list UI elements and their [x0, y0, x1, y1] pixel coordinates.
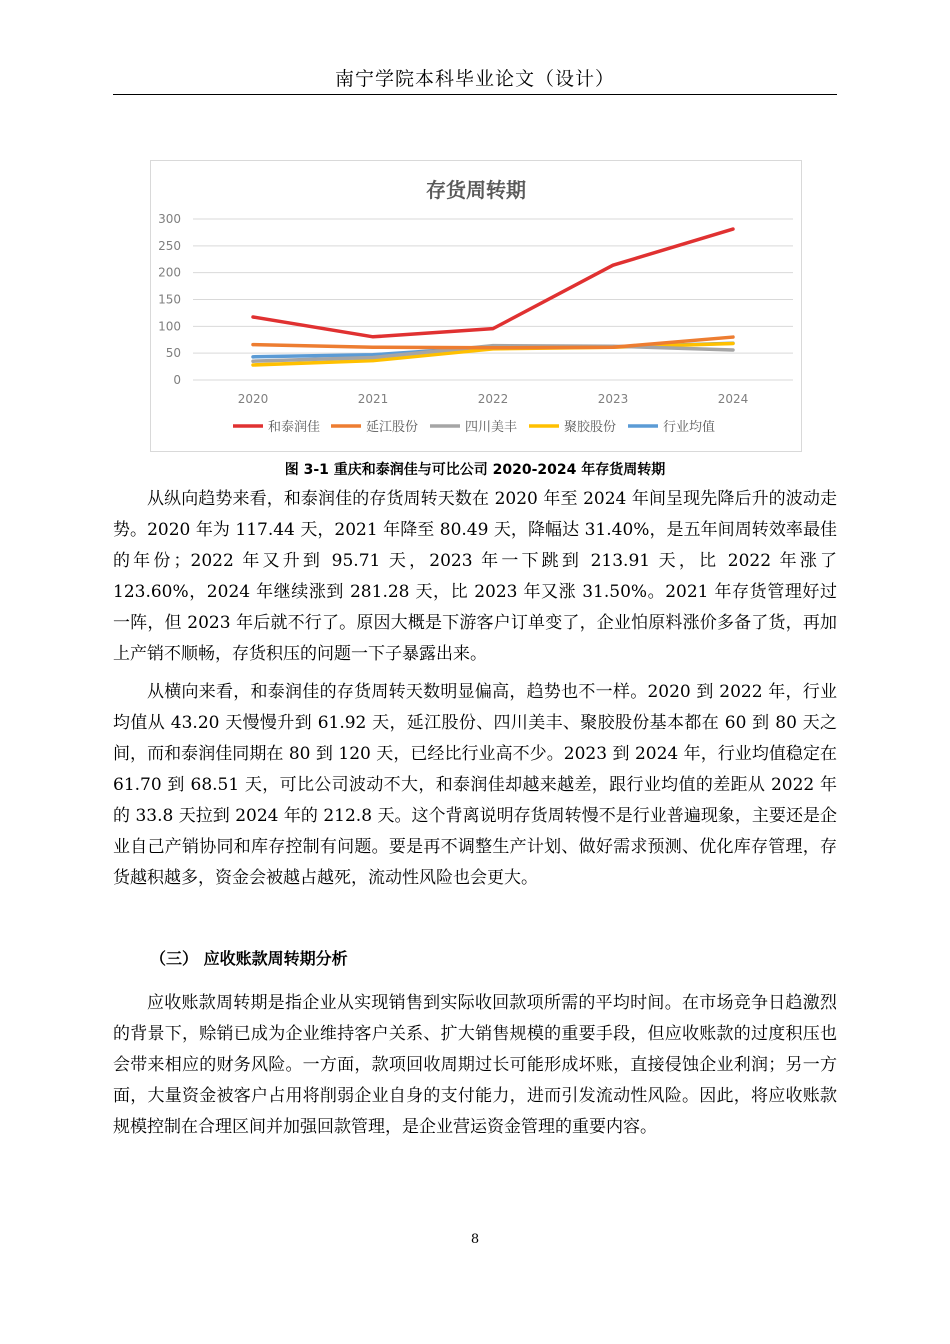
data-point — [612, 264, 615, 267]
paragraph-horizontal-comparison: 从横向来看，和泰润佳的存货周转天数明显偏高，趋势也不一样。2020 到 2022 年，行业均值从 43.20 天慢慢升到 61.92 天，延江股份、四川美丰、聚胶股份基本都在 60 到 80 天之间，而和泰润佳同期在 80 到 120 天，已经比行业高不少。2023 到 2024 年，行业均值稳定在 61.70 到 68.51 天，可比公司波动不大，和泰润佳却越来越差，跟行业均值的差距从 2022 年的 33.8 天拉到 2024 年的 212.8 天。这个背离说明存货周转慢不是行业普遍现象，主要还是企业自己产销协同和库存控制有问题。要是再不调整生产计划、做好需求预测、优化库存管理，存货越积越多，资金会被越占越死，流动性风险也会更大。 — [113, 682, 837, 888]
x-tick-label: 2022 — [477, 392, 509, 406]
x-tick-label: 2021 — [357, 392, 389, 406]
section-heading: （三） 应收账款周转期分析 — [150, 949, 348, 968]
header-rule — [113, 94, 837, 95]
figure-caption: 图 3-1 重庆和泰润佳与可比公司 2020-2024 年存货周转期 — [284, 462, 666, 478]
legend-label: 延江股份 — [366, 420, 419, 435]
chart-title: 存货周转期 — [426, 178, 526, 202]
data-point — [492, 327, 495, 330]
chart-series — [252, 228, 735, 367]
data-point — [252, 355, 255, 358]
data-point — [732, 228, 735, 231]
legend-item — [529, 420, 616, 435]
legend-label: 和泰润佳 — [268, 420, 321, 435]
x-tick-label: 2023 — [597, 392, 629, 406]
inventory-turnover-chart — [150, 160, 802, 452]
data-point — [252, 315, 255, 318]
legend-label: 四川美丰 — [465, 420, 518, 435]
y-tick-label: 0 — [173, 373, 181, 387]
data-point — [732, 336, 735, 339]
chart-canvas — [151, 161, 801, 451]
y-tick-label: 300 — [158, 212, 181, 226]
data-point — [732, 342, 735, 345]
chart-legend — [233, 419, 715, 435]
data-point — [612, 346, 615, 349]
running-header: 南宁学院本科毕业论文（设计） — [334, 68, 615, 90]
data-point — [372, 356, 375, 359]
page-number: 8 — [470, 1232, 480, 1247]
data-point — [372, 359, 375, 362]
y-tick-label: 150 — [158, 292, 181, 307]
data-point — [252, 343, 255, 346]
series-和泰润佳 — [252, 228, 735, 339]
series-line — [253, 229, 733, 337]
data-point — [252, 360, 255, 363]
data-point — [492, 346, 495, 349]
data-point — [372, 346, 375, 349]
paragraph-receivables-definition: 应收账款周转期是指企业从实现销售到实际收回款项所需的平均时间。在市场竞争日趋激烈的背景下，赊销已成为企业维持客户关系、扩大销售规模的重要手段，但应收账款的过度积压也会带来相应的财务风险。一方面，款项回收周期过长可能形成坏账，直接侵蚀企业利润；另一方面，大量资金被客户占用将削弱企业自身的支付能力，进而引发流动性风险。因此，将应收账款规模控制在合理区间并加强回款管理，是企业营运资金管理的重要内容。 — [113, 993, 837, 1137]
data-point — [252, 363, 255, 366]
y-axis-ticks — [158, 212, 181, 387]
legend-item — [628, 419, 715, 435]
y-tick-label: 50 — [165, 346, 181, 361]
y-tick-label: 100 — [158, 319, 181, 334]
legend-label: 聚胶股份 — [564, 420, 617, 435]
legend-item — [331, 420, 418, 435]
y-tick-label: 250 — [158, 238, 181, 253]
y-tick-label: 200 — [158, 265, 181, 280]
x-axis-ticks — [238, 392, 749, 406]
legend-item — [233, 419, 320, 435]
x-tick-label: 2020 — [237, 392, 269, 406]
data-point — [732, 348, 735, 351]
legend-item — [430, 419, 517, 435]
legend-label: 行业均值 — [663, 420, 716, 435]
x-tick-label: 2024 — [717, 392, 749, 406]
data-point — [372, 335, 375, 338]
paragraph-vertical-trend: 从纵向趋势来看，和泰润佳的存货周转天数在 2020 年至 2024 年间呈现先降后升的波动走势。2020 年为 117.44 天，2021 年降至 80.49 天，降幅达 31.40%，是五年间周转效率最佳的年份；2022 年又升到 95.71 天，2023 年一下跳到 213.91 天，比 2022 年涨了 123.60%，2024 年继续涨到 281.28 天，比 2023 年又涨 31.50%。2021 年存货管理好过一阵，但 2023 年后就不行了。原因大概是下游客户订单变了，企业怕原料涨价多备了货，再加上产销不顺畅，存货积压的问题一下子暴露出来。 — [113, 489, 837, 664]
